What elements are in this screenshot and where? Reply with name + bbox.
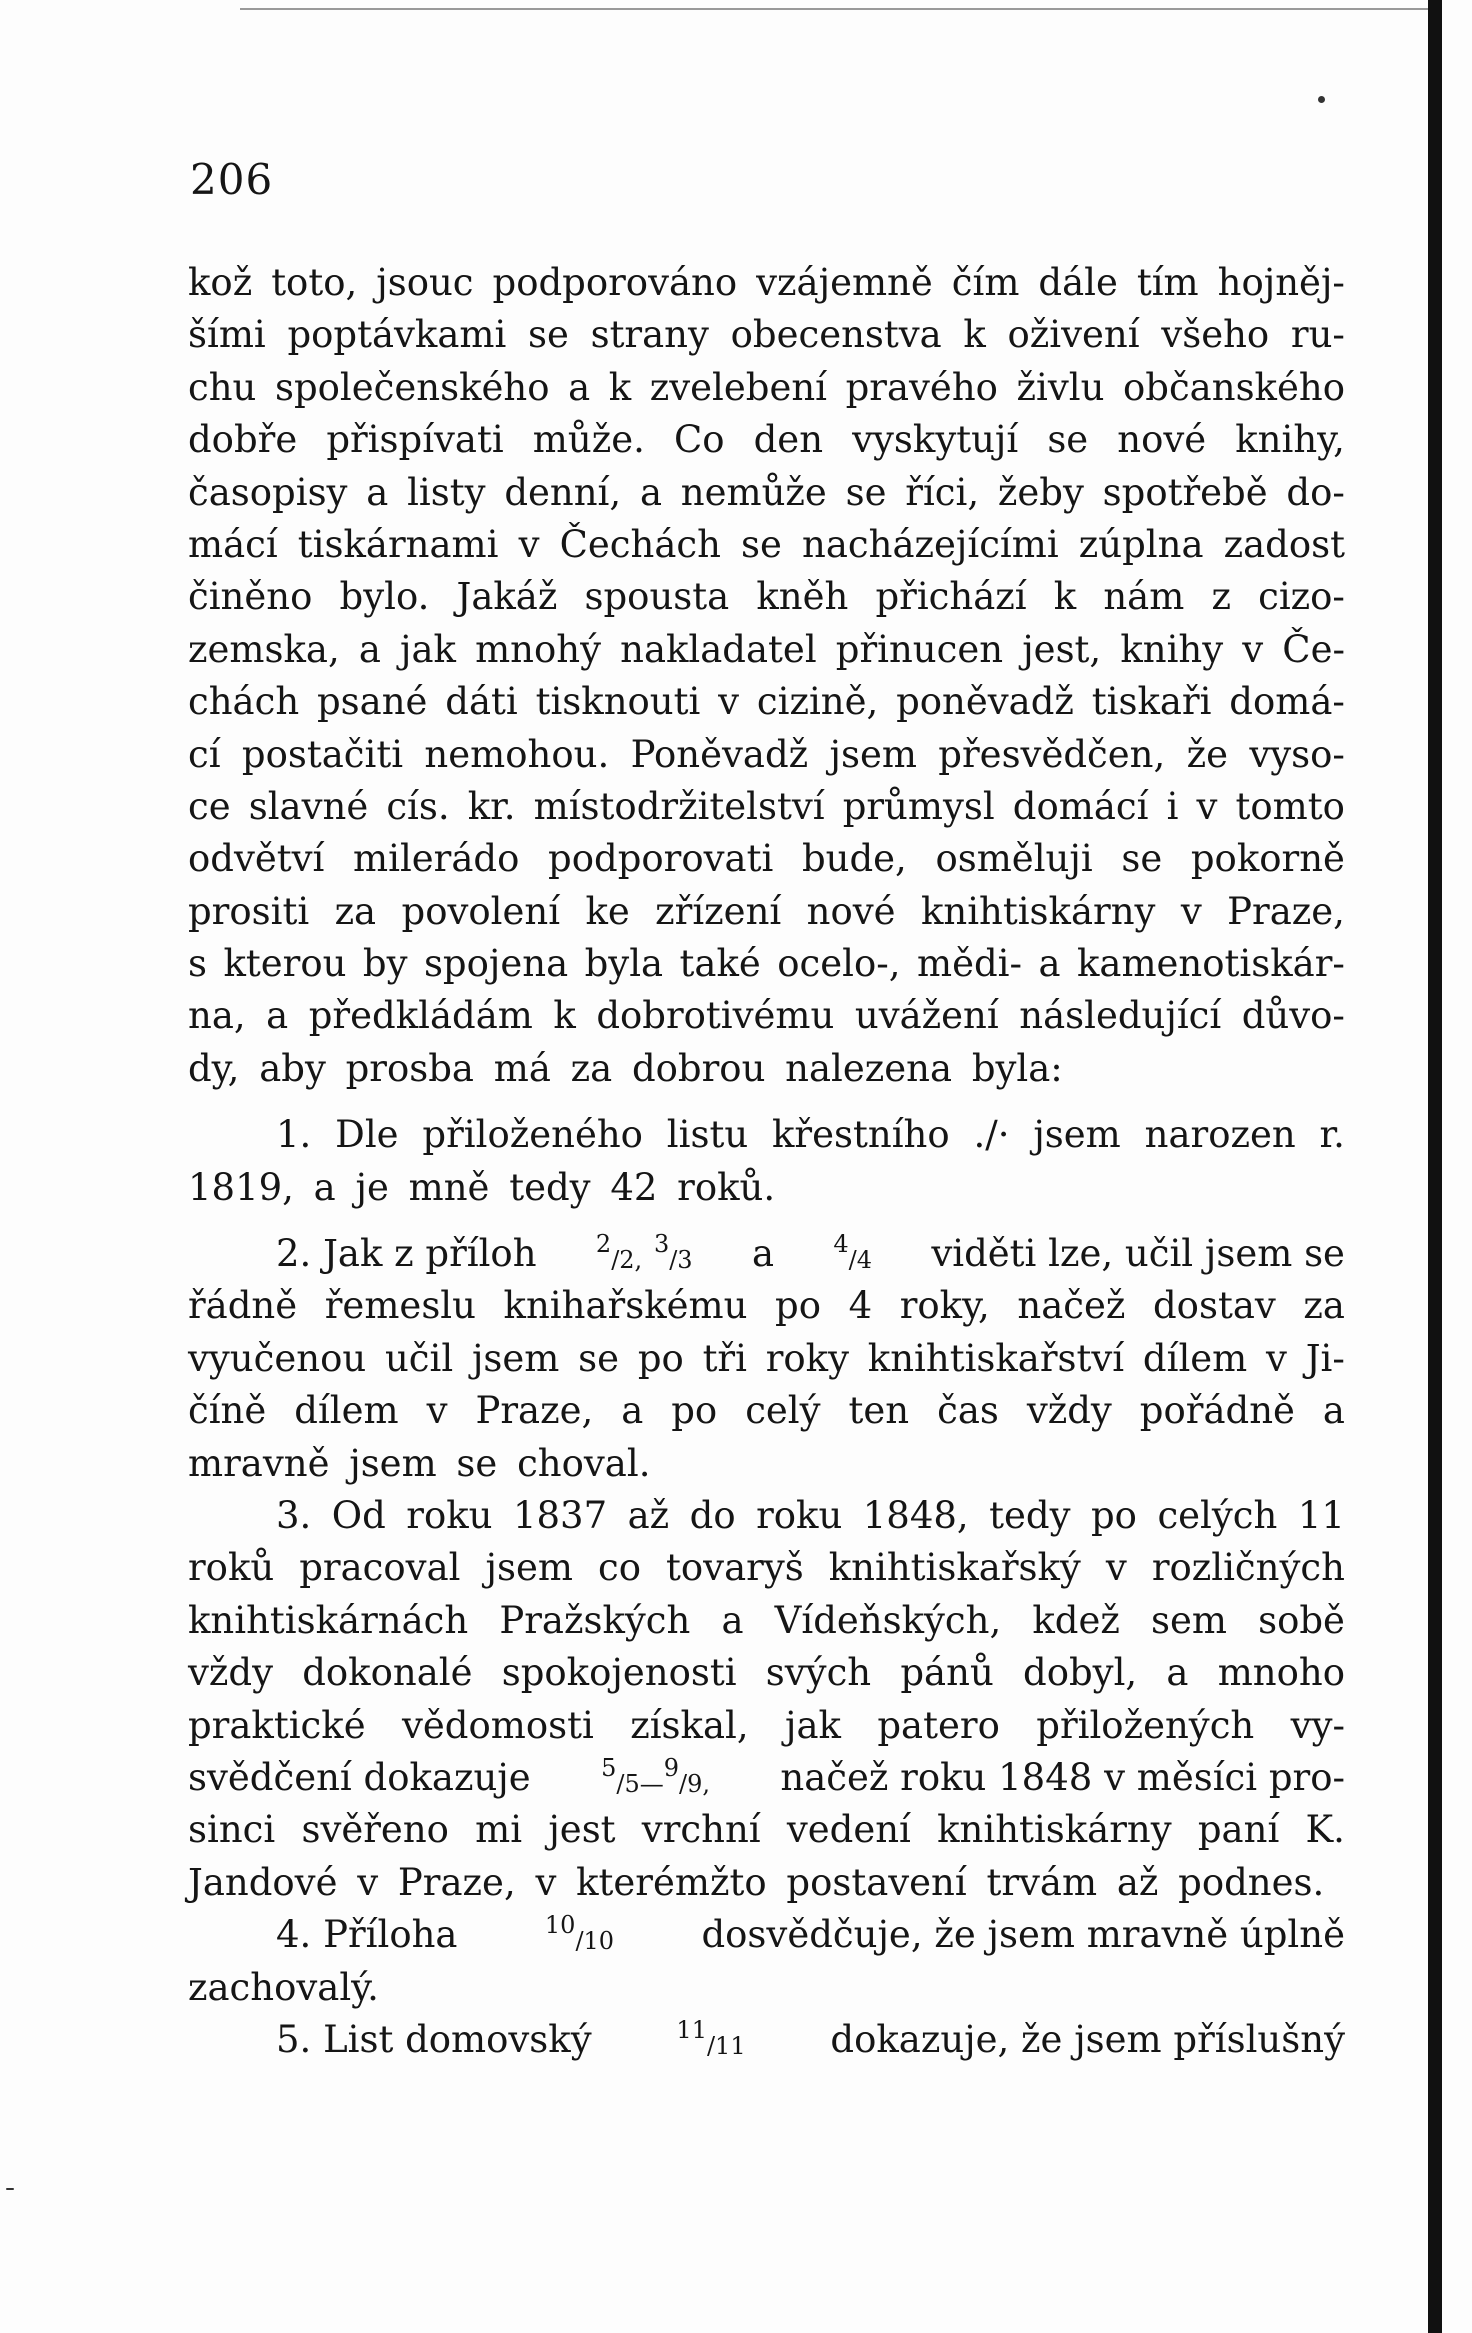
item2-text-after: viděti lze, učil jsem se	[931, 1232, 1345, 1276]
item2-attachment-refs: $^2_{/2,}$ $^3_{/3}$	[595, 1230, 693, 1275]
list-item-3-line: praktické vědomosti získal, jak patero přiložených vy-	[188, 1703, 1345, 1747]
item2-and: a	[751, 1232, 774, 1276]
list-item-2-line: řádně řemeslu knihařskému po 4 roky, načež dostav za	[188, 1284, 1345, 1328]
list-item-3-line: sinci svěřeno mi jest vrchní vedení knihtiskárny paní K.	[188, 1808, 1345, 1852]
list-item-3-line: Jandové v Praze, v kterémžto postavení trvám až podnes.	[188, 1860, 1325, 1904]
list-item-4-first-line	[188, 1909, 1345, 1961]
text-line: prositi za povolení ke zřízení nové knihtiskárny v Praze,	[188, 889, 1345, 933]
list-item-3-line: knihtiskárnách Pražských a Vídeňských, kdež sem sobě	[188, 1598, 1345, 1642]
text-line: chách psané dáti tisknouti v cizině, poněvadž tiskaři domá-	[188, 680, 1345, 724]
text-line: šími poptávkami se strany obecenstva k oživení všeho ru-	[188, 313, 1345, 357]
list-item-1-line: 1819, a je mně tedy 42 roků.	[188, 1165, 776, 1209]
ink-speck-left	[6, 2188, 14, 2190]
item3-text-before: svědčení dokazuje	[188, 1755, 531, 1799]
ink-speck-top	[1318, 96, 1325, 103]
list-item-2-first-line	[188, 1228, 1345, 1280]
item4-attachment-ref: $^{10}_{/10}$	[544, 1911, 615, 1956]
item2-attachment-ref-4: $^4_{/4}$	[833, 1230, 872, 1275]
text-line: cí postačiti nemohou. Poněvadž jsem přesvědčen, že vyso-	[188, 732, 1345, 776]
list-item-1-line: 1. Dle přiloženého listu křestního ./· jsem narozen r.	[276, 1113, 1345, 1157]
page-number: 206	[190, 155, 274, 204]
item3-attachment-range: $^5_{/5—}^9_{/9,}$	[601, 1753, 710, 1798]
item3-text-after: načež roku 1848 v měsíci pro-	[780, 1755, 1345, 1799]
text-line: kož toto, jsouc podporováno vzájemně čím dále tím hojněj-	[188, 261, 1345, 304]
list-item-3-line: vždy dokonalé spokojenosti svých pánů dobyl, a mnoho	[188, 1651, 1345, 1695]
item5-attachment-ref: $^{11}_{/11}$	[676, 2015, 746, 2060]
list-item-3-line: 3. Od roku 1837 až do roku 1848, tedy po celých 11	[276, 1493, 1345, 1537]
text-line: s kterou by spojena byla také ocelo-, mědi- a kamenotiskár-	[188, 942, 1345, 986]
list-item-2-line: vyučenou učil jsem se po tři roky knihtiskařství dílem v Ji-	[188, 1336, 1345, 1380]
item2-text-before: 2. Jak z příloh	[276, 1232, 537, 1276]
text-line: zemska, a jak mnohý nakladatel přinucen jest, knihy v Če-	[188, 627, 1345, 671]
item5-text-before: 5. List domovský	[276, 2017, 592, 2061]
text-line: chu společenského a k zvelebení pravého živlu občanského	[188, 365, 1345, 409]
item4-text-before: 4. Příloha	[276, 1913, 458, 1957]
list-item-2-line: číně dílem v Praze, a po celý ten čas vždy pořádně a	[188, 1389, 1345, 1433]
list-item-2-line: mravně jsem se choval.	[188, 1441, 651, 1485]
list-item-3-line: roků pracoval jsem co tovaryš knihtiskařský v rozličných	[188, 1546, 1345, 1590]
list-item-4-line: zachovalý.	[188, 1965, 379, 2009]
item5-text-after: dokazuje, že jsem příslušný	[830, 2017, 1345, 2061]
text-line: dy, aby prosba má za dobrou nalezena byla:	[188, 1046, 1063, 1090]
text-line: mácí tiskárnami v Čechách se nacházejícími zúplna zadost	[188, 522, 1345, 566]
list-item-3-fraction-line	[188, 1752, 1345, 1804]
list-item-5-first-line	[188, 2014, 1345, 2066]
text-line: dobře přispívati může. Co den vyskytují se nové knihy,	[188, 418, 1345, 462]
text-line: na, a předkládám k dobrotivému uvážení následující důvo-	[188, 994, 1345, 1038]
text-line: ce slavné cís. kr. místodržitelství průmysl domácí i v tomto	[188, 784, 1345, 828]
body-text	[188, 257, 1345, 2066]
top-edge-rule	[240, 8, 1430, 10]
item4-text-after: dosvědčuje, že jsem mravně úplně	[701, 1913, 1345, 1957]
page-right-edge	[1428, 0, 1442, 2333]
text-line: odvětví milerádo podporovati bude, osměluji se pokorně	[188, 837, 1345, 881]
text-line: časopisy a listy denní, a nemůže se říci, žeby spotřebě do-	[188, 470, 1345, 514]
text-line: činěno bylo. Jakáž spousta kněh přichází k nám z cizo-	[188, 575, 1345, 619]
